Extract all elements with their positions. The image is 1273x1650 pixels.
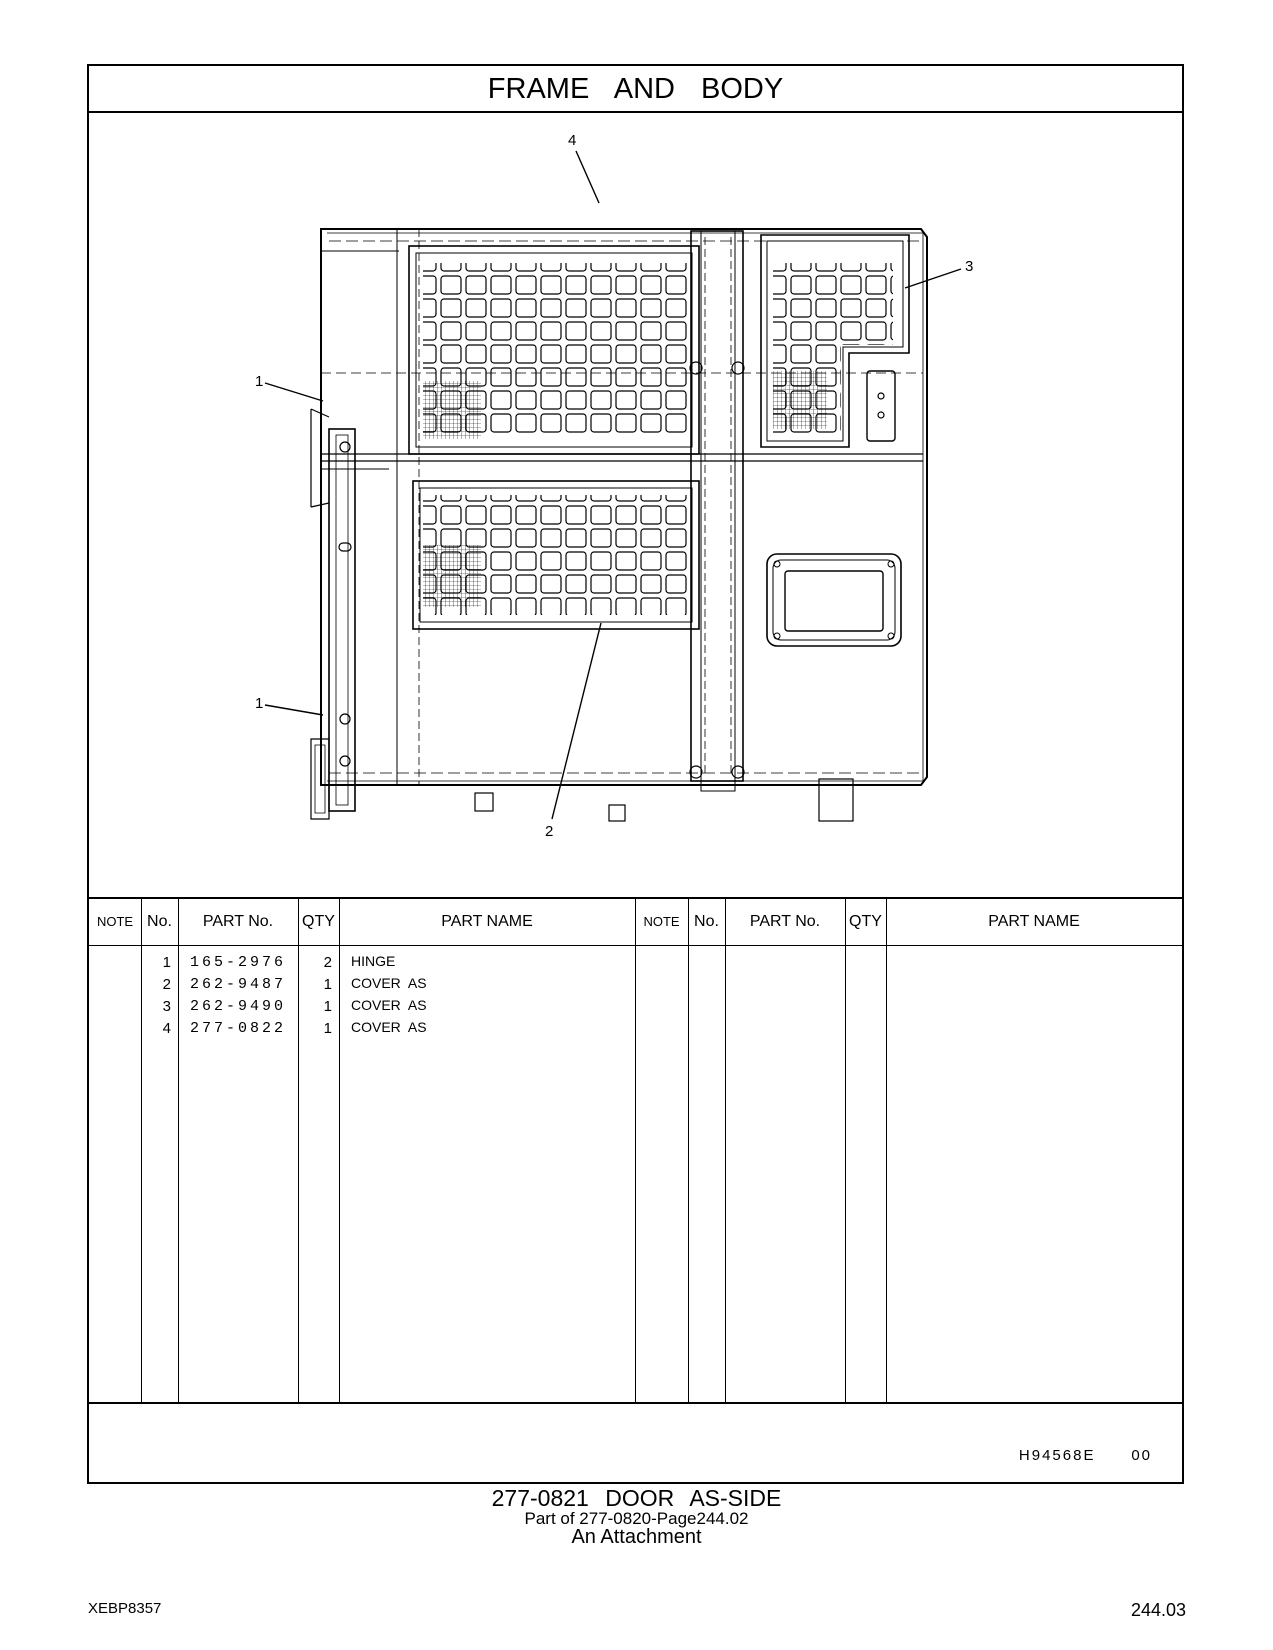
footer-title: 277-0821 DOOR AS-SIDE: [491, 1485, 782, 1511]
col-divider: [688, 899, 689, 1402]
row-2-qty: 1: [323, 976, 332, 993]
row-3-part-name: COVER AS: [351, 997, 427, 1013]
row-1-part-no: 165-2976: [189, 954, 286, 971]
footer-part-of: Part of 277-0820-Page244.02: [524, 1509, 749, 1528]
col-divider: [339, 899, 340, 1402]
header-part-name-right: PART NAME: [988, 913, 1080, 930]
row-3-part-no: 262-9490: [189, 998, 286, 1015]
footer-attachment: An Attachment: [571, 1526, 702, 1548]
row-2-part-name: COVER AS: [351, 975, 427, 991]
callout-1-bottom: 1: [255, 695, 264, 712]
row-3-qty: 1: [323, 998, 332, 1015]
drawing-code-id: H94568E: [1018, 1447, 1096, 1464]
col-divider: [845, 899, 846, 1402]
parts-table: [89, 897, 1182, 1404]
center-beam: [690, 231, 744, 791]
row-1-no: 1: [162, 954, 171, 971]
parts-sheet: [87, 64, 1184, 1484]
row-1-part-name: HINGE: [351, 953, 396, 969]
callout-4: 4: [568, 132, 577, 149]
callout-2: 2: [545, 823, 554, 840]
header-note-right: NOTE: [643, 914, 680, 929]
page-title: FRAME AND BODY: [89, 66, 1182, 113]
cover-upper-left: [409, 246, 699, 454]
header-part-no: PART No.: [202, 913, 274, 930]
header-qty: QTY: [302, 913, 335, 930]
row-4-no: 4: [162, 1020, 171, 1037]
doc-id: XEBP8357: [88, 1600, 162, 1617]
row-4-part-name: COVER AS: [351, 1019, 427, 1035]
col-divider: [886, 899, 887, 1402]
col-divider: [725, 899, 726, 1402]
hinge-bar: [311, 409, 355, 819]
drawing-code: [1019, 1447, 1152, 1464]
cover-lower: [413, 481, 699, 629]
callout-labels: [255, 132, 973, 840]
cover-upper-right: [761, 235, 909, 447]
header-qty-right: QTY: [849, 913, 882, 930]
header-no-right: No.: [694, 913, 719, 930]
page-number: 244.03: [1130, 1600, 1186, 1620]
header-part-no-right: PART No.: [749, 913, 821, 930]
row-2-no: 2: [162, 976, 171, 993]
row-4-qty: 1: [323, 1020, 332, 1037]
col-divider: [635, 899, 636, 1402]
callout-3: 3: [965, 258, 974, 275]
drawing-code-rev: 00: [1131, 1447, 1152, 1464]
row-4-part-no: 277-0822: [189, 1020, 286, 1037]
door-illustration: [89, 113, 1182, 897]
header-note: NOTE: [96, 914, 134, 929]
row-2-part-no: 262-9487: [189, 976, 286, 993]
row-3-no: 3: [162, 998, 171, 1015]
callout-1-top: 1: [255, 373, 264, 390]
header-no: No.: [147, 913, 172, 930]
row-1-qty: 2: [323, 954, 332, 971]
lower-right-window: [767, 554, 901, 646]
header-part-name: PART NAME: [441, 913, 533, 930]
